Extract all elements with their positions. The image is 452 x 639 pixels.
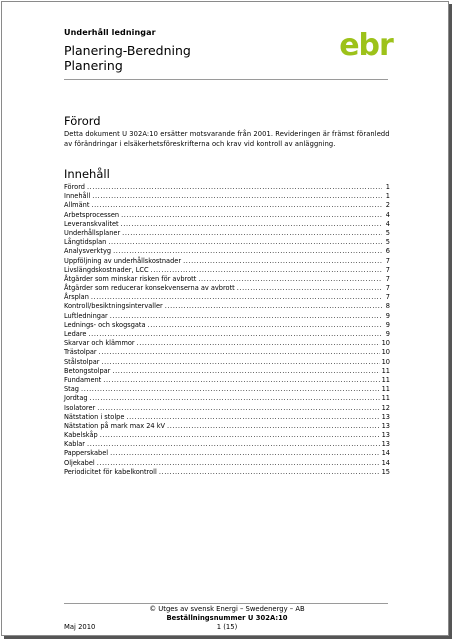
toc-entry[interactable] [64, 312, 390, 321]
toc-entry[interactable] [64, 321, 390, 330]
toc-dot-leader [110, 449, 379, 458]
toc-entry-label: Kablar [64, 440, 86, 449]
toc-entry-page: 11 [381, 385, 390, 394]
toc-dot-leader [99, 348, 380, 357]
footer-page-number: 1 (15) [216, 623, 238, 631]
toc-entry-page: 14 [381, 458, 390, 467]
toc-entry[interactable] [64, 266, 390, 275]
toc-dot-leader [183, 257, 382, 266]
toc-entry-page: 2 [385, 201, 390, 210]
toc-dot-leader [81, 385, 380, 394]
toc-entry-label: Periodicitet för kabelkontroll [64, 467, 157, 476]
toc-dot-leader [121, 211, 382, 220]
toc-entry-label: Innehåll [64, 192, 91, 201]
toc-entry[interactable] [64, 229, 390, 238]
toc-dot-leader [97, 404, 379, 413]
toc-entry-page: 10 [381, 348, 390, 357]
toc-entry-label: Åtgärder som reducerar konsekvenserna av avbrott [64, 284, 235, 293]
document-page [1, 1, 449, 636]
toc-dot-leader [159, 468, 380, 477]
toc-entry[interactable] [64, 422, 390, 431]
toc-entry-page: 11 [381, 366, 390, 375]
toc-entry-label: Analysverktyg [64, 247, 112, 256]
toc-dot-leader [87, 440, 380, 449]
toc-entry-page: 11 [381, 394, 390, 403]
toc-entry[interactable] [64, 440, 390, 449]
toc-entry[interactable] [64, 201, 390, 210]
toc-entry-page: 4 [385, 210, 390, 219]
toc-dot-leader [88, 330, 382, 339]
toc-entry-label: Kontroll/besiktningsintervaller [64, 302, 163, 311]
toc-dot-leader [148, 321, 382, 330]
footer-publisher: © Utges av svensk Energi – Swedenergy – AB [149, 605, 305, 613]
toc-entry-page: 7 [385, 256, 390, 265]
toc-entry[interactable] [64, 367, 390, 376]
footer-date: Maj 2010 [64, 623, 96, 631]
toc-entry[interactable] [64, 302, 390, 311]
toc-entry-page: 9 [385, 320, 390, 329]
toc-entry[interactable] [64, 284, 390, 293]
toc-entry-label: Allmänt [64, 201, 90, 210]
toc-dot-leader [103, 376, 379, 385]
toc-entry-page: 7 [385, 265, 390, 274]
toc-entry[interactable] [64, 394, 390, 403]
toc-entry-label: Oljekabel [64, 458, 95, 467]
toc-entry-page: 12 [381, 403, 390, 412]
toc-entry[interactable] [64, 339, 390, 348]
toc-entry-page: 8 [385, 302, 390, 311]
toc-entry-page: 7 [385, 274, 390, 283]
foreword-text: Detta dokument U 302A:10 ersätter motsvarande från 2001. Revideringen är främst föranledd av förändringar i elsäkerhetsföreskrifterna och krav vid kontroll av anläggning. [64, 130, 390, 148]
toc-entry-label: Luftledningar [64, 311, 108, 320]
toc-dot-leader [110, 312, 382, 321]
toc-entry-label: Åtgärder som minskar risken för avbrott [64, 274, 197, 283]
toc-dot-leader [100, 431, 380, 440]
toc-entry-page: 13 [381, 421, 390, 430]
toc-entry[interactable] [64, 330, 390, 339]
toc-entry-label: Fundament [64, 375, 102, 384]
toc-entry-label: Långtidsplan [64, 238, 107, 247]
svg-text:ebr: ebr [339, 28, 393, 63]
toc-entry[interactable] [64, 459, 390, 468]
footer-order-number: Beställningsnummer U 302A:10 [166, 614, 288, 622]
toc-dot-leader [165, 302, 382, 311]
toc-entry[interactable] [64, 293, 390, 302]
toc-entry-page: 10 [381, 357, 390, 366]
toc-dot-leader [108, 238, 382, 247]
toc-entry[interactable] [64, 358, 390, 367]
toc-entry[interactable] [64, 275, 390, 284]
document-title [64, 43, 191, 73]
table-of-contents [64, 183, 390, 477]
toc-entry[interactable] [64, 348, 390, 357]
toc-dot-leader [90, 394, 380, 403]
toc-entry-label: Skarvar och klämmor [64, 339, 135, 348]
toc-entry[interactable] [64, 257, 390, 266]
toc-entry[interactable] [64, 413, 390, 422]
toc-entry-label: Betongstolpar [64, 366, 111, 375]
toc-dot-leader [167, 422, 380, 431]
toc-entry-label: Isolatorer [64, 403, 96, 412]
toc-entry-page: 6 [385, 247, 390, 256]
toc-dot-leader [91, 201, 382, 210]
toc-entry-label: Livslängdskostnader, LCC [64, 265, 149, 274]
foreword-heading: Förord [64, 114, 101, 128]
toc-dot-leader [92, 192, 382, 201]
toc-dot-leader [91, 293, 382, 302]
toc-entry[interactable] [64, 431, 390, 440]
toc-entry[interactable] [64, 192, 390, 201]
toc-dot-leader [112, 367, 379, 376]
contents-heading: Innehåll [64, 167, 110, 181]
ebr-logo [338, 28, 394, 64]
toc-dot-leader [198, 275, 382, 284]
toc-entry[interactable] [64, 220, 390, 229]
toc-entry[interactable] [64, 247, 390, 256]
toc-entry-label: Leveranskvalitet [64, 219, 119, 228]
toc-entry[interactable] [64, 385, 390, 394]
toc-entry-label: Förord [64, 183, 85, 191]
toc-entry[interactable] [64, 404, 390, 413]
toc-entry-label: Uppföljning av underhållskostnader [64, 256, 182, 265]
toc-entry-page: 7 [385, 293, 390, 302]
toc-entry[interactable] [64, 183, 390, 192]
toc-entry-page: 14 [381, 449, 390, 458]
toc-entry-label: Nätstation i stolpe [64, 412, 125, 421]
toc-entry-page: 9 [385, 330, 390, 338]
toc-entry-label: Papperskabel [64, 449, 109, 458]
toc-entry-label: Årsplan [64, 293, 89, 302]
toc-dot-leader [137, 339, 380, 348]
header-divider [64, 79, 388, 80]
toc-entry-label: Jordtag [64, 394, 88, 403]
toc-entry-page: 13 [381, 440, 390, 449]
toc-entry-label: Lednings- och skogsgata [64, 320, 146, 329]
header-kicker: Underhåll ledningar [64, 28, 156, 37]
toc-dot-leader [151, 266, 382, 275]
toc-entry-label: Underhållsplaner [64, 228, 121, 237]
toc-dot-leader [113, 247, 382, 256]
toc-entry[interactable] [64, 468, 390, 477]
toc-entry-label: Arbetsprocessen [64, 210, 120, 219]
toc-entry-page: 13 [381, 412, 390, 421]
toc-dot-leader [122, 229, 382, 238]
toc-entry[interactable] [64, 238, 390, 247]
toc-dot-leader [126, 413, 379, 422]
toc-entry-page: 10 [381, 339, 390, 348]
toc-entry-label: Kabelskåp [64, 431, 98, 440]
toc-entry-page: 11 [381, 375, 390, 384]
toc-dot-leader [101, 358, 379, 367]
toc-entry-page: 13 [381, 431, 390, 440]
toc-entry-label: Trästolpar [64, 348, 97, 357]
toc-entry[interactable] [64, 376, 390, 385]
toc-entry-page: 9 [385, 311, 390, 320]
toc-entry-page: 4 [385, 219, 390, 228]
toc-entry[interactable] [64, 211, 390, 220]
toc-dot-leader [237, 284, 382, 293]
footer-divider [64, 603, 388, 604]
toc-entry-page: 1 [385, 192, 390, 201]
toc-entry-label: Stag [64, 385, 79, 394]
toc-entry-page: 1 [385, 183, 390, 191]
toc-entry-label: Ledare [64, 330, 87, 338]
toc-entry-label: Nätstation på mark max 24 kV [64, 421, 166, 430]
toc-entry-page: 5 [385, 238, 390, 247]
title-line-1: Planering-Beredning [64, 43, 191, 58]
toc-dot-leader [121, 220, 382, 229]
title-line-2: Planering [64, 58, 123, 73]
toc-entry-page: 7 [385, 284, 390, 293]
toc-dot-leader [87, 183, 382, 192]
toc-dot-leader [97, 459, 380, 468]
toc-entry[interactable] [64, 449, 390, 458]
toc-entry-page: 5 [385, 228, 390, 237]
toc-entry-label: Stålstolpar [64, 357, 100, 366]
toc-entry-page: 15 [381, 467, 390, 476]
